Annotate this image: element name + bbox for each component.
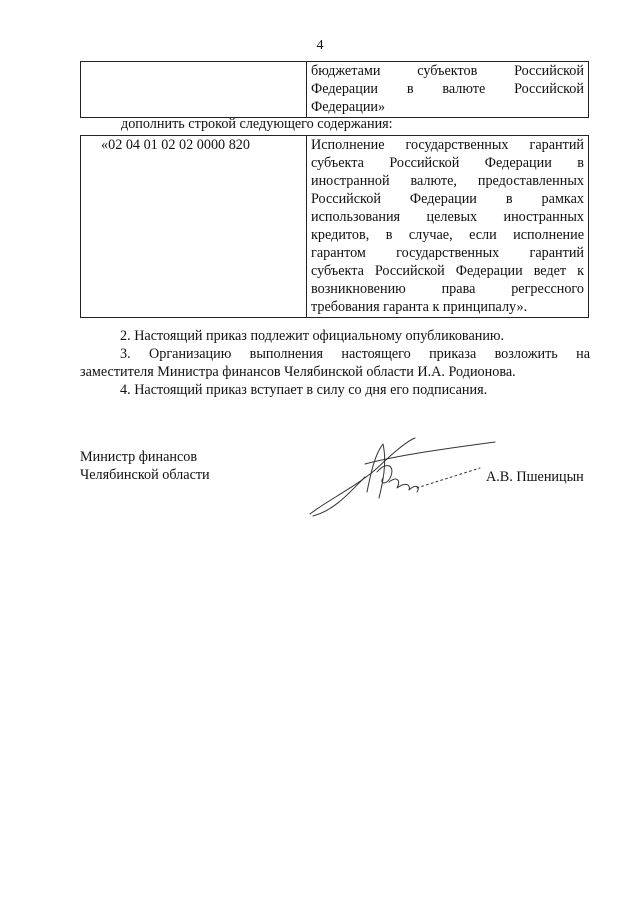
- description-line: Федерации в валюте Российской: [311, 81, 584, 97]
- add-line-instruction: дополнить строкой следующего содержания:: [121, 116, 393, 132]
- position-line: Министр финансов: [80, 449, 198, 465]
- position-line: Челябинской области: [80, 467, 210, 483]
- signatory-name: А.В. Пшеницын: [486, 469, 584, 485]
- description-line: Исполнение государственных гарантий: [311, 137, 584, 153]
- paragraph-line: заместителя Министра финансов Челябинской области И.А. Родионова.: [80, 364, 516, 380]
- description-line: субъекта Российской Федерации в: [311, 155, 584, 171]
- paragraph-line: 3. Организацию выполнения настоящего приказа возложить на: [120, 346, 590, 362]
- description-line: Федерации»: [311, 99, 386, 115]
- description-line: иностранной валюте, предоставленных: [311, 173, 584, 189]
- paragraph-line: 2. Настоящий приказ подлежит официальному опубликованию.: [120, 328, 505, 344]
- description-line: требования гаранта к принципалу».: [311, 299, 528, 315]
- codes-table-new-row: [80, 135, 589, 318]
- code-cell: «02 04 01 02 02 0000 820: [81, 136, 307, 318]
- description-cell: [307, 62, 589, 118]
- paragraph-3: [80, 345, 590, 381]
- paragraph-line: 4. Настоящий приказ вступает в силу со дня его подписания.: [120, 382, 488, 398]
- description-line: кредитов, в случае, если исполнение: [311, 227, 584, 243]
- code-cell: [81, 62, 307, 118]
- handwritten-signature: [305, 432, 505, 522]
- signatory-position: [80, 448, 210, 484]
- description-line: возникновению права регрессного: [311, 281, 584, 297]
- description-line: субъекта Российской Федерации ведет к: [311, 263, 584, 279]
- description-line: Российской Федерации в рамках: [311, 191, 584, 207]
- description-line: гарантом государственных гарантий: [311, 245, 584, 261]
- table-row: [81, 62, 589, 118]
- description-cell: [307, 136, 589, 318]
- description-line: бюджетами субъектов Российской: [311, 63, 584, 79]
- description-line: использования целевых иностранных: [311, 209, 584, 225]
- paragraph-4: [80, 381, 590, 399]
- paragraph-2: [80, 327, 590, 345]
- codes-table-continuation: [80, 61, 589, 118]
- table-row: [81, 136, 589, 318]
- page-number: 4: [316, 38, 324, 53]
